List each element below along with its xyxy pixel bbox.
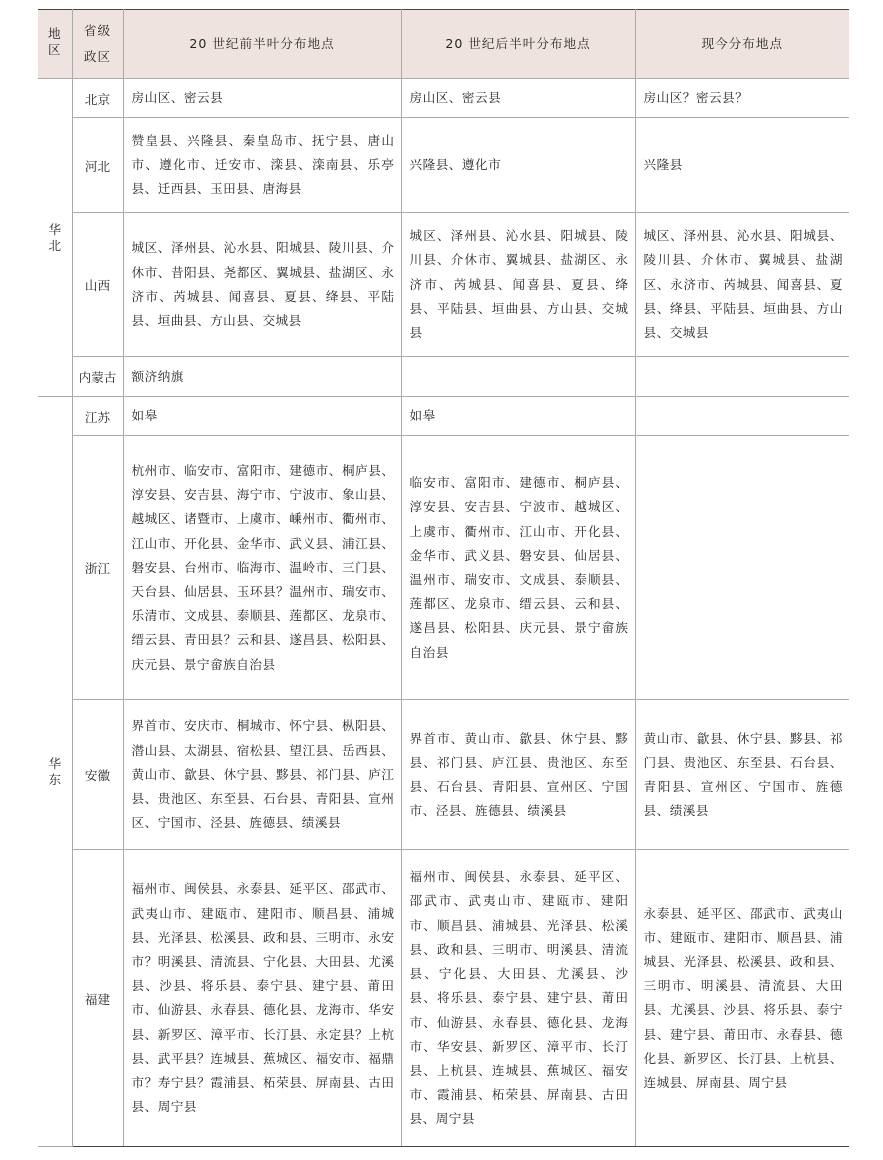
second-half-cell: 房山区、密云县: [401, 79, 635, 118]
table-body: [38, 79, 849, 1147]
first-half-cell: 额济纳旗: [123, 357, 401, 397]
province-cell: 福建: [72, 850, 123, 1147]
second-half-cell: 界首市、黄山市、歙县、休宁县、黟县、祁门县、庐江县、贵池区、东至县、石台县、青阳县、宣州区、宁国市、泾县、旌德县、绩溪县: [401, 700, 635, 850]
region-cell: [38, 79, 72, 397]
first-half-cell: 如皋: [123, 397, 401, 436]
province-cell: 内蒙古: [72, 357, 123, 397]
first-half-cell: 赞皇县、兴隆县、秦皇岛市、抚宁县、唐山市、遵化市、迁安市、滦县、滦南县、乐亭县、迁西县、玉田县、唐海县: [123, 118, 401, 213]
table-header-row: [38, 10, 849, 79]
current-cell: 兴隆县: [635, 118, 849, 213]
second-half-cell: 如皋: [401, 397, 635, 436]
header-first-half: 20 世纪前半叶分布地点: [123, 10, 401, 79]
first-half-cell: 房山区、密云县: [123, 79, 401, 118]
header-province: 省级政区: [72, 10, 123, 79]
province-cell: 山西: [72, 213, 123, 357]
province-cell: 浙江: [72, 436, 123, 700]
region-cell: [38, 397, 72, 1147]
header-region: 地区: [38, 10, 72, 79]
second-half-cell: 福州市、闽侯县、永泰县、延平区、邵武市、武夷山市、建瓯市、建阳市、顺昌县、浦城县、光泽县、松溪县、政和县、三明市、明溪县、清流县、宁化县、大田县、尤溪县、沙县、将乐县、泰宁县、建宁县、莆田市、仙游县、永春县、德化县、龙海市、华安县、新罗区、漳平市、长汀县、上杭县、连城县、蕉城区、福安市、霞浦县、柘荣县、屏南县、古田县、周宁县: [401, 850, 635, 1147]
current-cell: 黄山市、歙县、休宁县、黟县、祁门县、贵池区、东至县、石台县、青阳县、宣州区、宁国市、旌德县、绩溪县: [635, 700, 849, 850]
second-half-cell: 临安市、富阳市、建德市、桐庐县、淳安县、安吉县、宁波市、越城区、上虞市、衢州市、江山市、开化县、金华市、武义县、磐安县、仙居县、温州市、瑞安市、文成县、泰顺县、莲都区、龙泉市、缙云县、云和县、遂昌县、松阳县、庆元县、景宁畲族自治县: [401, 436, 635, 700]
province-cell: 河北: [72, 118, 123, 213]
first-half-cell: 福州市、闽侯县、永泰县、延平区、邵武市、武夷山市、建瓯市、建阳市、顺昌县、浦城县、光泽县、松溪县、政和县、三明市、永安市？明溪县、清流县、宁化县、大田县、尤溪县、沙县、将乐县、泰宁县、建宁县、莆田市、仙游县、永春县、德化县、龙海市、华安县、新罗区、漳平市、长汀县、永定县？上杭县、武平县？连城县、蕉城区、福安市、福鼎市？寿宁县？霞浦县、柘荣县、屏南县、古田县、周宁县: [123, 850, 401, 1147]
current-cell: 永泰县、延平区、邵武市、武夷山市、建瓯市、建阳市、顺昌县、浦城县、光泽县、松溪县、政和县、三明市、明溪县、清流县、大田县、尤溪县、沙县、将乐县、泰宁县、建宁县、莆田市、永春县、德化县、新罗区、长汀县、上杭县、连城县、屏南县、周宁县: [635, 850, 849, 1147]
table-row: [38, 213, 849, 357]
second-half-cell: 城区、泽州县、沁水县、阳城县、陵川县、介休市、翼城县、盐湖区、永济市、芮城县、闻喜县、夏县、绛县、平陆县、垣曲县、方山县、交城县: [401, 213, 635, 357]
table-row: [38, 118, 849, 213]
region-label: 华北: [48, 221, 62, 253]
first-half-cell: 城区、泽州县、沁水县、阳城县、陵川县、介休市、昔阳县、尧都区、翼城县、盐湖区、永济市、芮城县、闻喜县、夏县、绛县、平陆县、垣曲县、方山县、交城县: [123, 213, 401, 357]
table-row: [38, 79, 849, 118]
second-half-cell: [401, 357, 635, 397]
table-row: [38, 357, 849, 397]
current-cell: [635, 397, 849, 436]
province-cell: 北京: [72, 79, 123, 118]
second-half-cell: 兴隆县、遵化市: [401, 118, 635, 213]
distribution-table: [38, 9, 849, 1147]
current-cell: [635, 436, 849, 700]
region-label: 华东: [48, 755, 62, 787]
header-current: 现今分布地点: [635, 10, 849, 79]
table-row: [38, 436, 849, 700]
table-row: [38, 700, 849, 850]
first-half-cell: 杭州市、临安市、富阳市、建德市、桐庐县、淳安县、安吉县、海宁市、宁波市、象山县、越城区、诸暨市、上虞市、嵊州市、衢州市、江山市、开化县、金华市、武义县、浦江县、磐安县、台州市、临海市、温岭市、三门县、天台县、仙居县、玉环县？温州市、瑞安市、乐清市、文成县、泰顺县、莲都区、龙泉市、缙云县、青田县？云和县、遂昌县、松阳县、庆元县、景宁畲族自治县: [123, 436, 401, 700]
province-cell: 江苏: [72, 397, 123, 436]
first-half-cell: 界首市、安庆市、桐城市、怀宁县、枞阳县、潜山县、太湖县、宿松县、望江县、岳西县、黄山市、歙县、休宁县、黟县、祁门县、庐江县、贵池区、东至县、石台县、青阳县、宣州区、宁国市、泾县、旌德县、绩溪县: [123, 700, 401, 850]
current-cell: 房山区？密云县？: [635, 79, 849, 118]
current-cell: 城区、泽州县、沁水县、阳城县、陵川县、介休市、翼城县、盐湖区、永济市、芮城县、闻喜县、夏县、绛县、平陆县、垣曲县、方山县、交城县: [635, 213, 849, 357]
header-second-half: 20 世纪后半叶分布地点: [401, 10, 635, 79]
province-cell: 安徽: [72, 700, 123, 850]
current-cell: [635, 357, 849, 397]
table-row: [38, 397, 849, 436]
table-row: [38, 850, 849, 1147]
